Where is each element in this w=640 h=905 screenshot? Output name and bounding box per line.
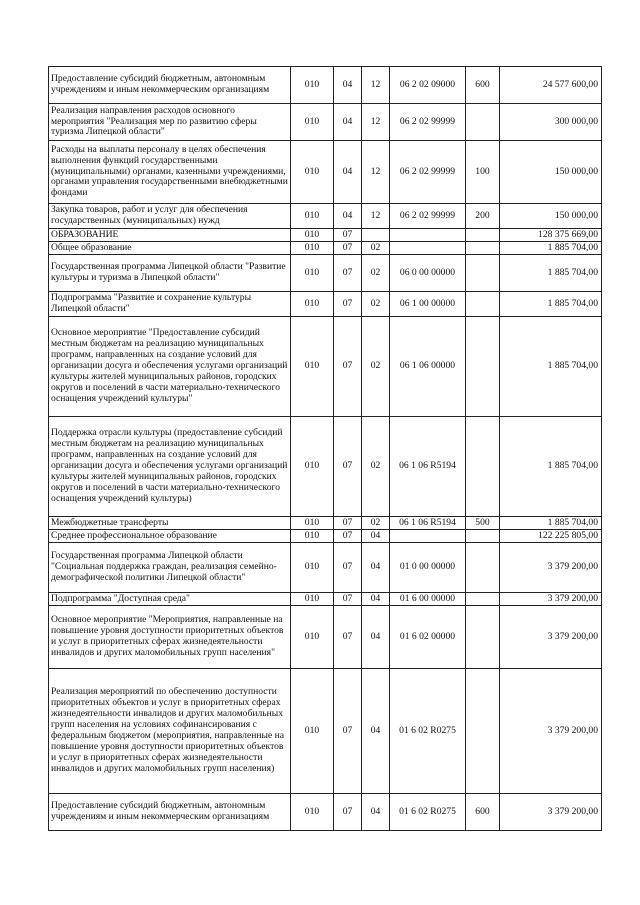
row-section-code: 07 — [334, 242, 362, 255]
row-ministry-code: 010 — [291, 229, 334, 242]
row-amount: 3 379 200,00 — [500, 606, 602, 669]
row-name: ОБРАЗОВАНИЕ — [49, 229, 291, 242]
row-target-item-code: 06 2 02 99999 — [390, 141, 466, 204]
row-ministry-code: 010 — [291, 317, 334, 417]
row-subsection-code: 12 — [362, 204, 390, 229]
row-expense-type-code — [466, 669, 500, 794]
row-ministry-code: 010 — [291, 255, 334, 292]
row-amount: 3 379 200,00 — [500, 543, 602, 593]
row-target-item-code: 01 6 02 00000 — [390, 606, 466, 669]
row-target-item-code: 06 2 02 99999 — [390, 204, 466, 229]
row-subsection-code: 02 — [362, 242, 390, 255]
row-expense-type-code: 600 — [466, 794, 500, 831]
row-amount: 1 885 704,00 — [500, 517, 602, 530]
row-ministry-code: 010 — [291, 204, 334, 229]
row-expense-type-code — [466, 255, 500, 292]
row-expense-type-code — [466, 543, 500, 593]
row-section-code: 07 — [334, 317, 362, 417]
row-name: Основное мероприятие "Мероприятия, направленные на повышение уровня доступности приоритетных объектов и услуг в приоритетных сферах жизнедеятельности инвалидов и других маломобильных групп населения" — [49, 606, 291, 669]
row-subsection-code: 04 — [362, 669, 390, 794]
row-ministry-code: 010 — [291, 141, 334, 204]
row-section-code: 07 — [334, 417, 362, 517]
row-target-item-code: 06 1 06 00000 — [390, 317, 466, 417]
row-section-code: 07 — [334, 229, 362, 242]
row-ministry-code: 010 — [291, 67, 334, 104]
row-name: Государственная программа Липецкой области "Развитие культуры и туризма в Липецкой области" — [49, 255, 291, 292]
row-subsection-code: 02 — [362, 317, 390, 417]
row-ministry-code: 010 — [291, 606, 334, 669]
row-subsection-code: 04 — [362, 794, 390, 831]
row-name: Предоставление субсидий бюджетным, автономным учреждениям и иным некоммерческим организациям — [49, 67, 291, 104]
row-target-item-code: 06 0 00 00000 — [390, 255, 466, 292]
row-expense-type-code — [466, 317, 500, 417]
row-expense-type-code — [466, 292, 500, 317]
row-amount: 1 885 704,00 — [500, 255, 602, 292]
row-section-code: 07 — [334, 606, 362, 669]
row-name: Подпрограмма "Развитие и сохранение культуры Липецкой области" — [49, 292, 291, 317]
row-ministry-code: 010 — [291, 292, 334, 317]
row-target-item-code — [390, 530, 466, 543]
row-amount: 24 577 600,00 — [500, 67, 602, 104]
table-row — [49, 204, 602, 229]
row-section-code: 04 — [334, 141, 362, 204]
table-row — [49, 242, 602, 255]
row-ministry-code: 010 — [291, 593, 334, 606]
row-name: Межбюджетные трансферты — [49, 517, 291, 530]
row-target-item-code: 01 6 02 R0275 — [390, 669, 466, 794]
row-name: Основное мероприятие "Предоставление субсидий местным бюджетам на реализацию муниципальных программ, направленных на создание условий для организации досуга и обеспечения услугами организаций культуры жителей муниципальных районов, городских округов и поселений в части материально-технического оснащения учреждений культуры" — [49, 317, 291, 417]
table-row — [49, 794, 602, 831]
row-amount: 3 379 200,00 — [500, 593, 602, 606]
table-row — [49, 141, 602, 204]
row-name: Подпрограмма "Доступная среда" — [49, 593, 291, 606]
row-name: Среднее профессиональное образование — [49, 530, 291, 543]
table-row — [49, 255, 602, 292]
row-amount: 300 000,00 — [500, 104, 602, 141]
row-subsection-code: 04 — [362, 530, 390, 543]
table-row — [49, 669, 602, 794]
row-expense-type-code — [466, 104, 500, 141]
table-row — [49, 517, 602, 530]
row-name: Закупка товаров, работ и услуг для обеспечения государственных (муниципальных) нужд — [49, 204, 291, 229]
row-section-code: 07 — [334, 255, 362, 292]
budget-document — [48, 66, 601, 831]
table-row — [49, 593, 602, 606]
table-row — [49, 229, 602, 242]
row-name: Предоставление субсидий бюджетным, автономным учреждениям и иным некоммерческим организациям — [49, 794, 291, 831]
row-section-code: 04 — [334, 67, 362, 104]
table-row — [49, 606, 602, 669]
table-row — [49, 292, 602, 317]
row-name: Поддержка отрасли культуры (предоставление субсидий местным бюджетам на реализацию муниципальных программ, направленных на создание условий для организации досуга и обеспечения услугами организаций культуры жителей муниципальных районов, городских округов и поселений в части материально-технического оснащения учреждений культуры) — [49, 417, 291, 517]
row-amount: 128 375 669,00 — [500, 229, 602, 242]
row-subsection-code: 02 — [362, 517, 390, 530]
row-section-code: 07 — [334, 669, 362, 794]
row-target-item-code: 06 1 06 R5194 — [390, 517, 466, 530]
table-row — [49, 543, 602, 593]
row-target-item-code: 06 1 06 R5194 — [390, 417, 466, 517]
row-amount: 1 885 704,00 — [500, 317, 602, 417]
row-subsection-code — [362, 229, 390, 242]
row-amount: 3 379 200,00 — [500, 794, 602, 831]
row-expense-type-code — [466, 242, 500, 255]
row-target-item-code: 01 6 02 R0275 — [390, 794, 466, 831]
table-row — [49, 417, 602, 517]
row-amount: 150 000,00 — [500, 204, 602, 229]
row-ministry-code: 010 — [291, 417, 334, 517]
row-expense-type-code: 500 — [466, 517, 500, 530]
row-subsection-code: 02 — [362, 255, 390, 292]
row-target-item-code: 06 1 00 00000 — [390, 292, 466, 317]
row-target-item-code: 01 6 00 00000 — [390, 593, 466, 606]
budget-table — [48, 66, 602, 831]
row-target-item-code: 06 2 02 99999 — [390, 104, 466, 141]
row-subsection-code: 12 — [362, 104, 390, 141]
row-subsection-code: 02 — [362, 292, 390, 317]
table-row — [49, 104, 602, 141]
row-subsection-code: 04 — [362, 593, 390, 606]
row-ministry-code: 010 — [291, 517, 334, 530]
row-name: Реализация мероприятий по обеспечению доступности приоритетных объектов и услуг в приоритетных сферах жизнедеятельности инвалидов и других маломобильных групп населения на условиях софинансирования с федеральным бюджетом (мероприятия, направленные на повышение уровня доступности приоритетных объектов и услуг в приоритетных сферах жизнедеятельности инвалидов и других маломобильных групп населения) — [49, 669, 291, 794]
row-target-item-code: 01 0 00 00000 — [390, 543, 466, 593]
row-name: Расходы на выплаты персоналу в целях обеспечения выполнения функций государственными (муниципальными) органами, казенными учреждениями, органами управления государственными внебюджетными фондами — [49, 141, 291, 204]
row-amount: 1 885 704,00 — [500, 242, 602, 255]
row-subsection-code: 02 — [362, 417, 390, 517]
row-ministry-code: 010 — [291, 242, 334, 255]
row-amount: 122 225 805,00 — [500, 530, 602, 543]
row-expense-type-code — [466, 593, 500, 606]
row-amount: 3 379 200,00 — [500, 669, 602, 794]
row-section-code: 07 — [334, 292, 362, 317]
row-ministry-code: 010 — [291, 669, 334, 794]
row-ministry-code: 010 — [291, 794, 334, 831]
row-expense-type-code — [466, 229, 500, 242]
row-expense-type-code: 100 — [466, 141, 500, 204]
row-expense-type-code — [466, 530, 500, 543]
row-subsection-code: 04 — [362, 606, 390, 669]
table-row — [49, 530, 602, 543]
row-expense-type-code — [466, 606, 500, 669]
row-name: Реализация направления расходов основного мероприятия "Реализация мер по развитию сферы туризма Липецкой области" — [49, 104, 291, 141]
row-name: Общее образование — [49, 242, 291, 255]
budget-table-body — [49, 67, 602, 831]
row-subsection-code: 04 — [362, 543, 390, 593]
row-target-item-code: 06 2 02 09000 — [390, 67, 466, 104]
table-row — [49, 317, 602, 417]
row-target-item-code — [390, 242, 466, 255]
table-row — [49, 67, 602, 104]
row-subsection-code: 12 — [362, 141, 390, 204]
row-amount: 1 885 704,00 — [500, 292, 602, 317]
row-ministry-code: 010 — [291, 543, 334, 593]
row-section-code: 07 — [334, 794, 362, 831]
row-name: Государственная программа Липецкой области "Социальная поддержка граждан, реализация семейно-демографической политики Липецкой области" — [49, 543, 291, 593]
row-section-code: 07 — [334, 593, 362, 606]
row-section-code: 04 — [334, 204, 362, 229]
row-expense-type-code — [466, 417, 500, 517]
row-subsection-code: 12 — [362, 67, 390, 104]
row-ministry-code: 010 — [291, 104, 334, 141]
row-amount: 1 885 704,00 — [500, 417, 602, 517]
row-section-code: 07 — [334, 543, 362, 593]
row-target-item-code — [390, 229, 466, 242]
row-expense-type-code: 200 — [466, 204, 500, 229]
row-expense-type-code: 600 — [466, 67, 500, 104]
row-section-code: 07 — [334, 530, 362, 543]
row-section-code: 07 — [334, 517, 362, 530]
row-ministry-code: 010 — [291, 530, 334, 543]
row-section-code: 04 — [334, 104, 362, 141]
row-amount: 150 000,00 — [500, 141, 602, 204]
